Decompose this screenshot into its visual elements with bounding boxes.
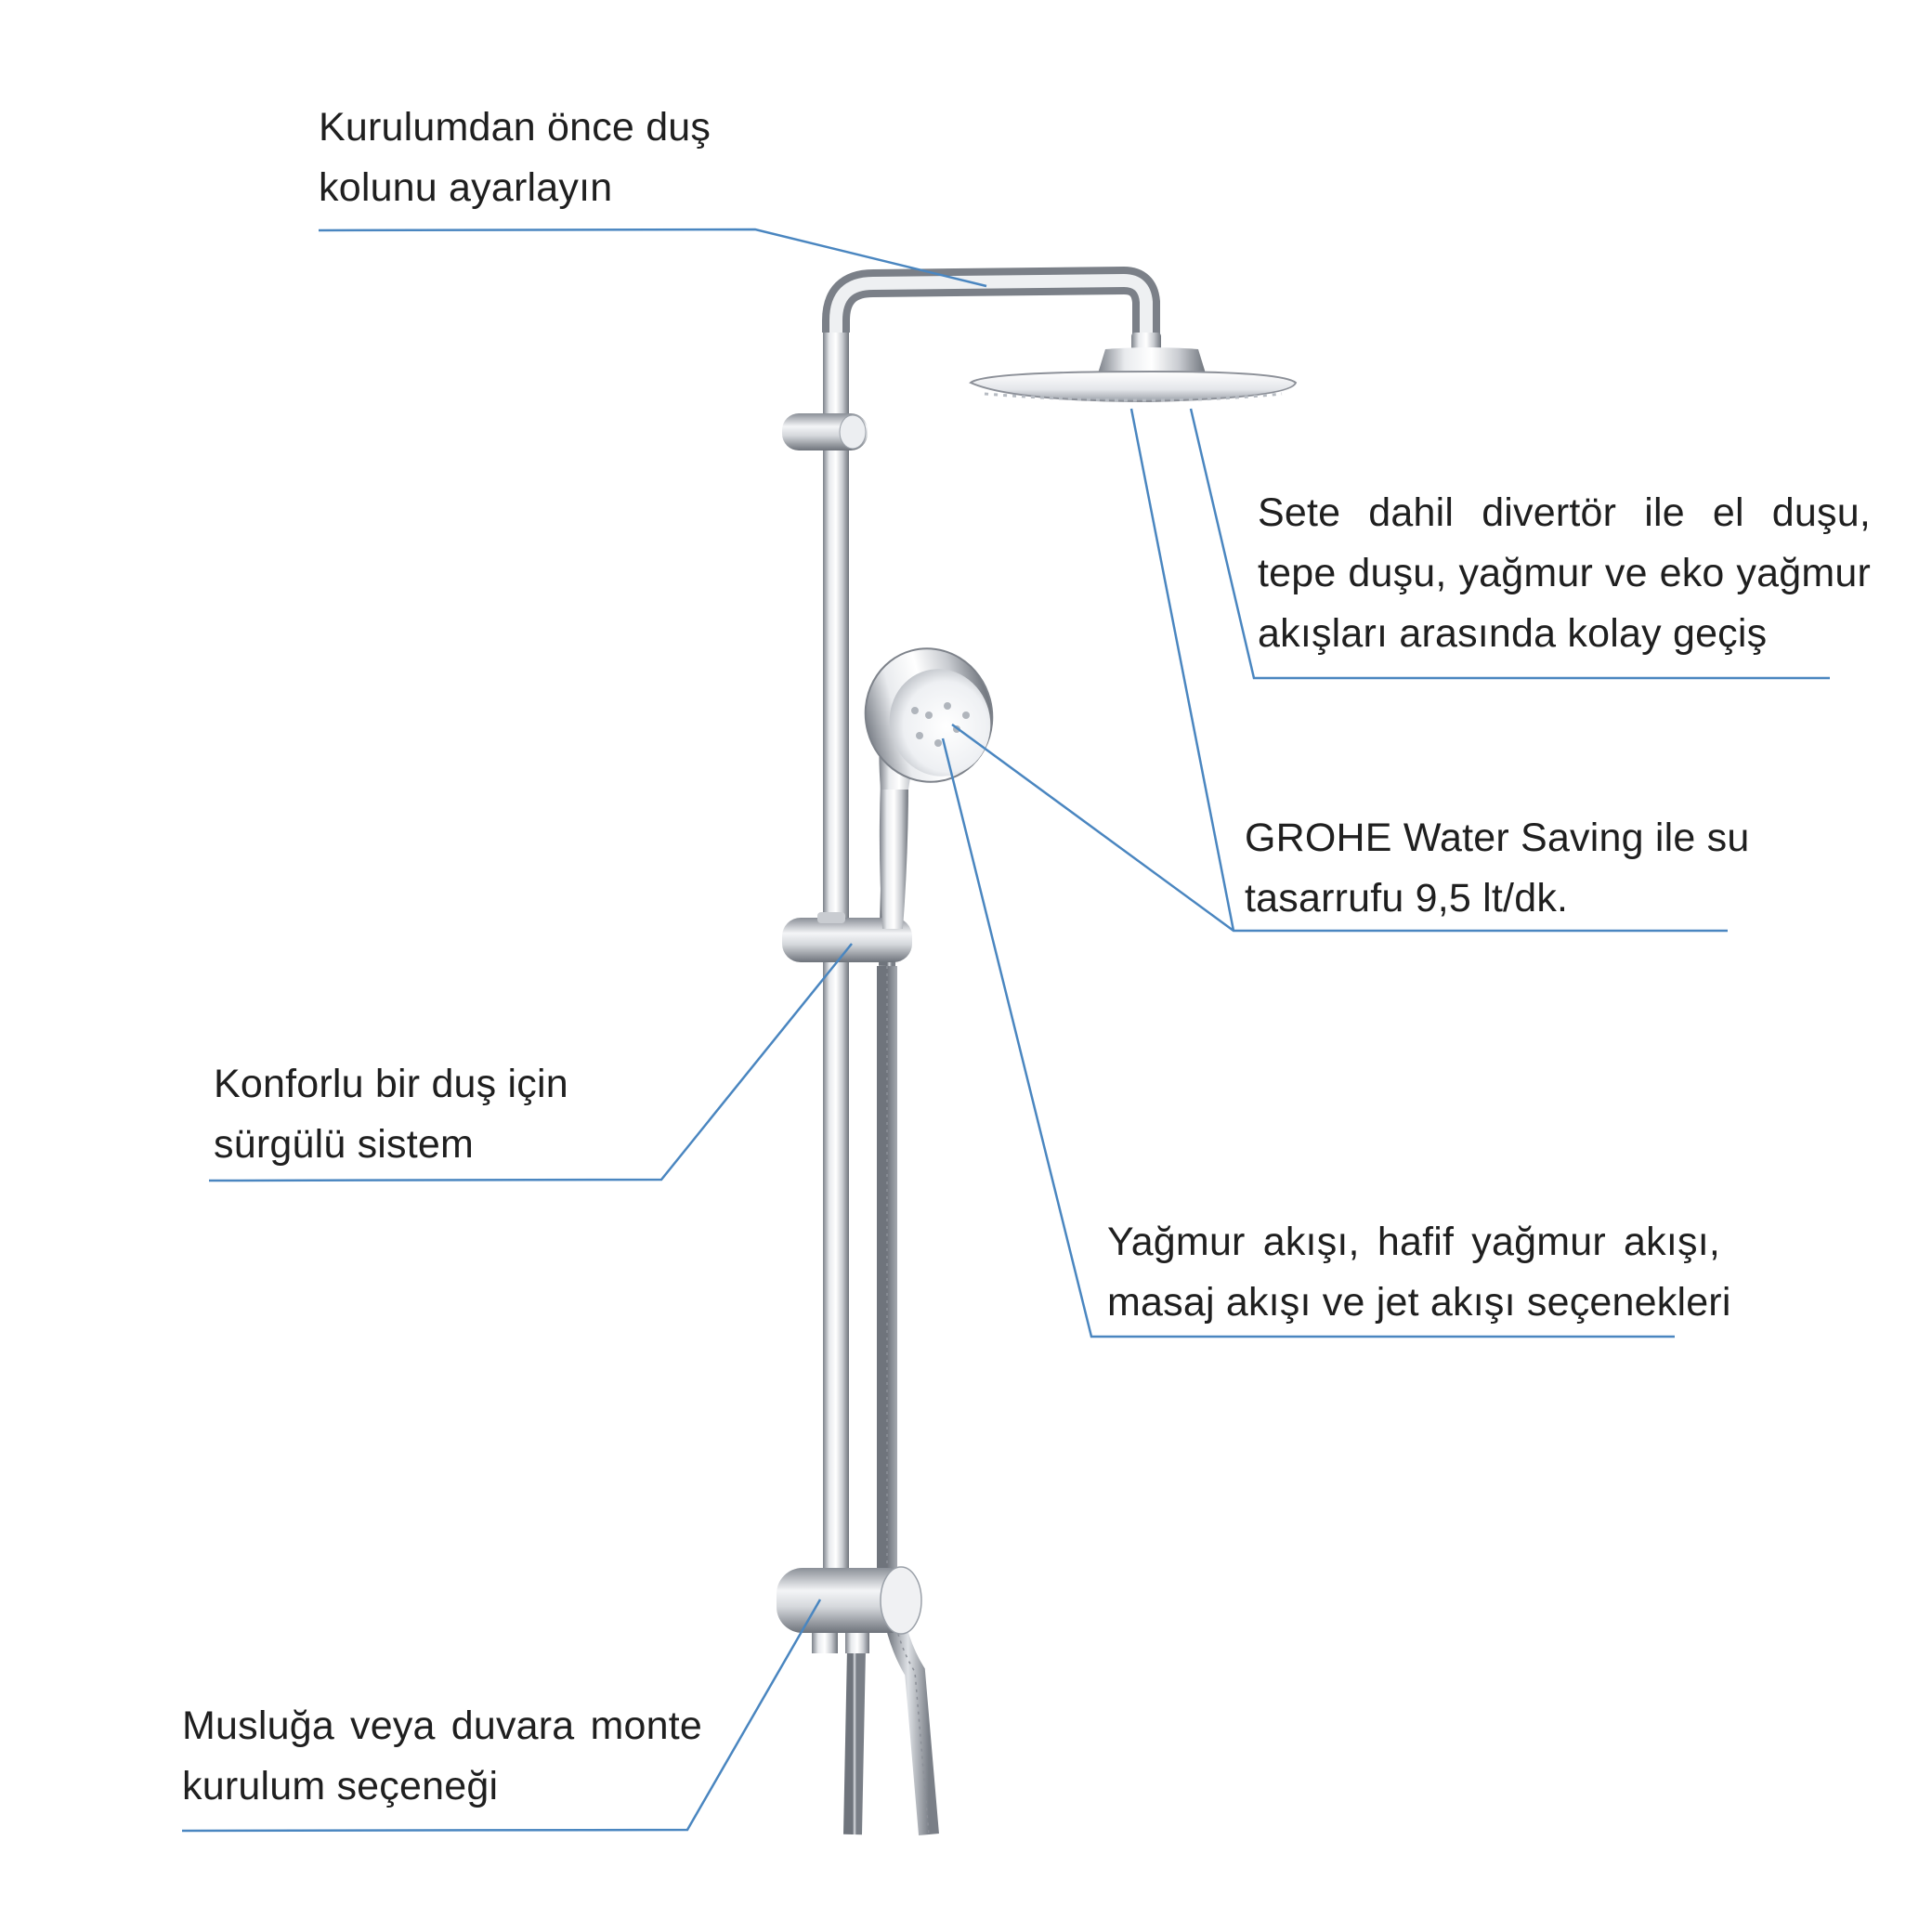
- callout-arm-line-2: kolunu ayarlayın: [319, 165, 613, 210]
- callout-arm-line-1: Kurulumdan önce duş: [319, 105, 711, 150]
- callout-spray-line-1: Yağmur akışı, hafif yağmur akışı,: [1107, 1220, 1720, 1264]
- leader-lines: [182, 229, 1830, 1831]
- callout-mount-line-2: kurulum seçeneği: [182, 1764, 499, 1808]
- callout-spray-line-2: masaj akışı ve jet akışı seçenekleri: [1107, 1280, 1731, 1325]
- leader-line-water-saving-1: [1131, 409, 1234, 931]
- callout-water-saving-line-2: tasarrufu 9,5 lt/dk.: [1245, 876, 1569, 920]
- callout-spray: [1107, 1212, 1731, 1333]
- callout-slider-line-2: sürgülü sistem: [214, 1122, 475, 1167]
- callout-arm: [319, 98, 711, 218]
- rain-shower-head-icon: [971, 347, 1296, 401]
- callout-water-saving-line-1: GROHE Water Saving ile su: [1245, 816, 1750, 860]
- hand-shower-icon: [851, 634, 1008, 929]
- callout-slider: [214, 1054, 568, 1175]
- callout-water-saving: [1245, 808, 1750, 929]
- callout-diverter-line-2: tepe duşu, yağmur ve eko yağmur: [1258, 551, 1871, 595]
- callout-diverter-line-1: Sete dahil divertör ile el duşu,: [1258, 490, 1871, 535]
- slider-bracket-icon: [782, 413, 868, 450]
- callout-mount-line-1: Musluğa veya duvara monte: [182, 1704, 702, 1748]
- callout-slider-line-1: Konforlu bir duş için: [214, 1062, 568, 1106]
- callout-diverter: [1258, 483, 1871, 664]
- callout-mount: [182, 1696, 702, 1817]
- callout-diverter-line-3: akışları arasında kolay geçiş: [1258, 611, 1768, 656]
